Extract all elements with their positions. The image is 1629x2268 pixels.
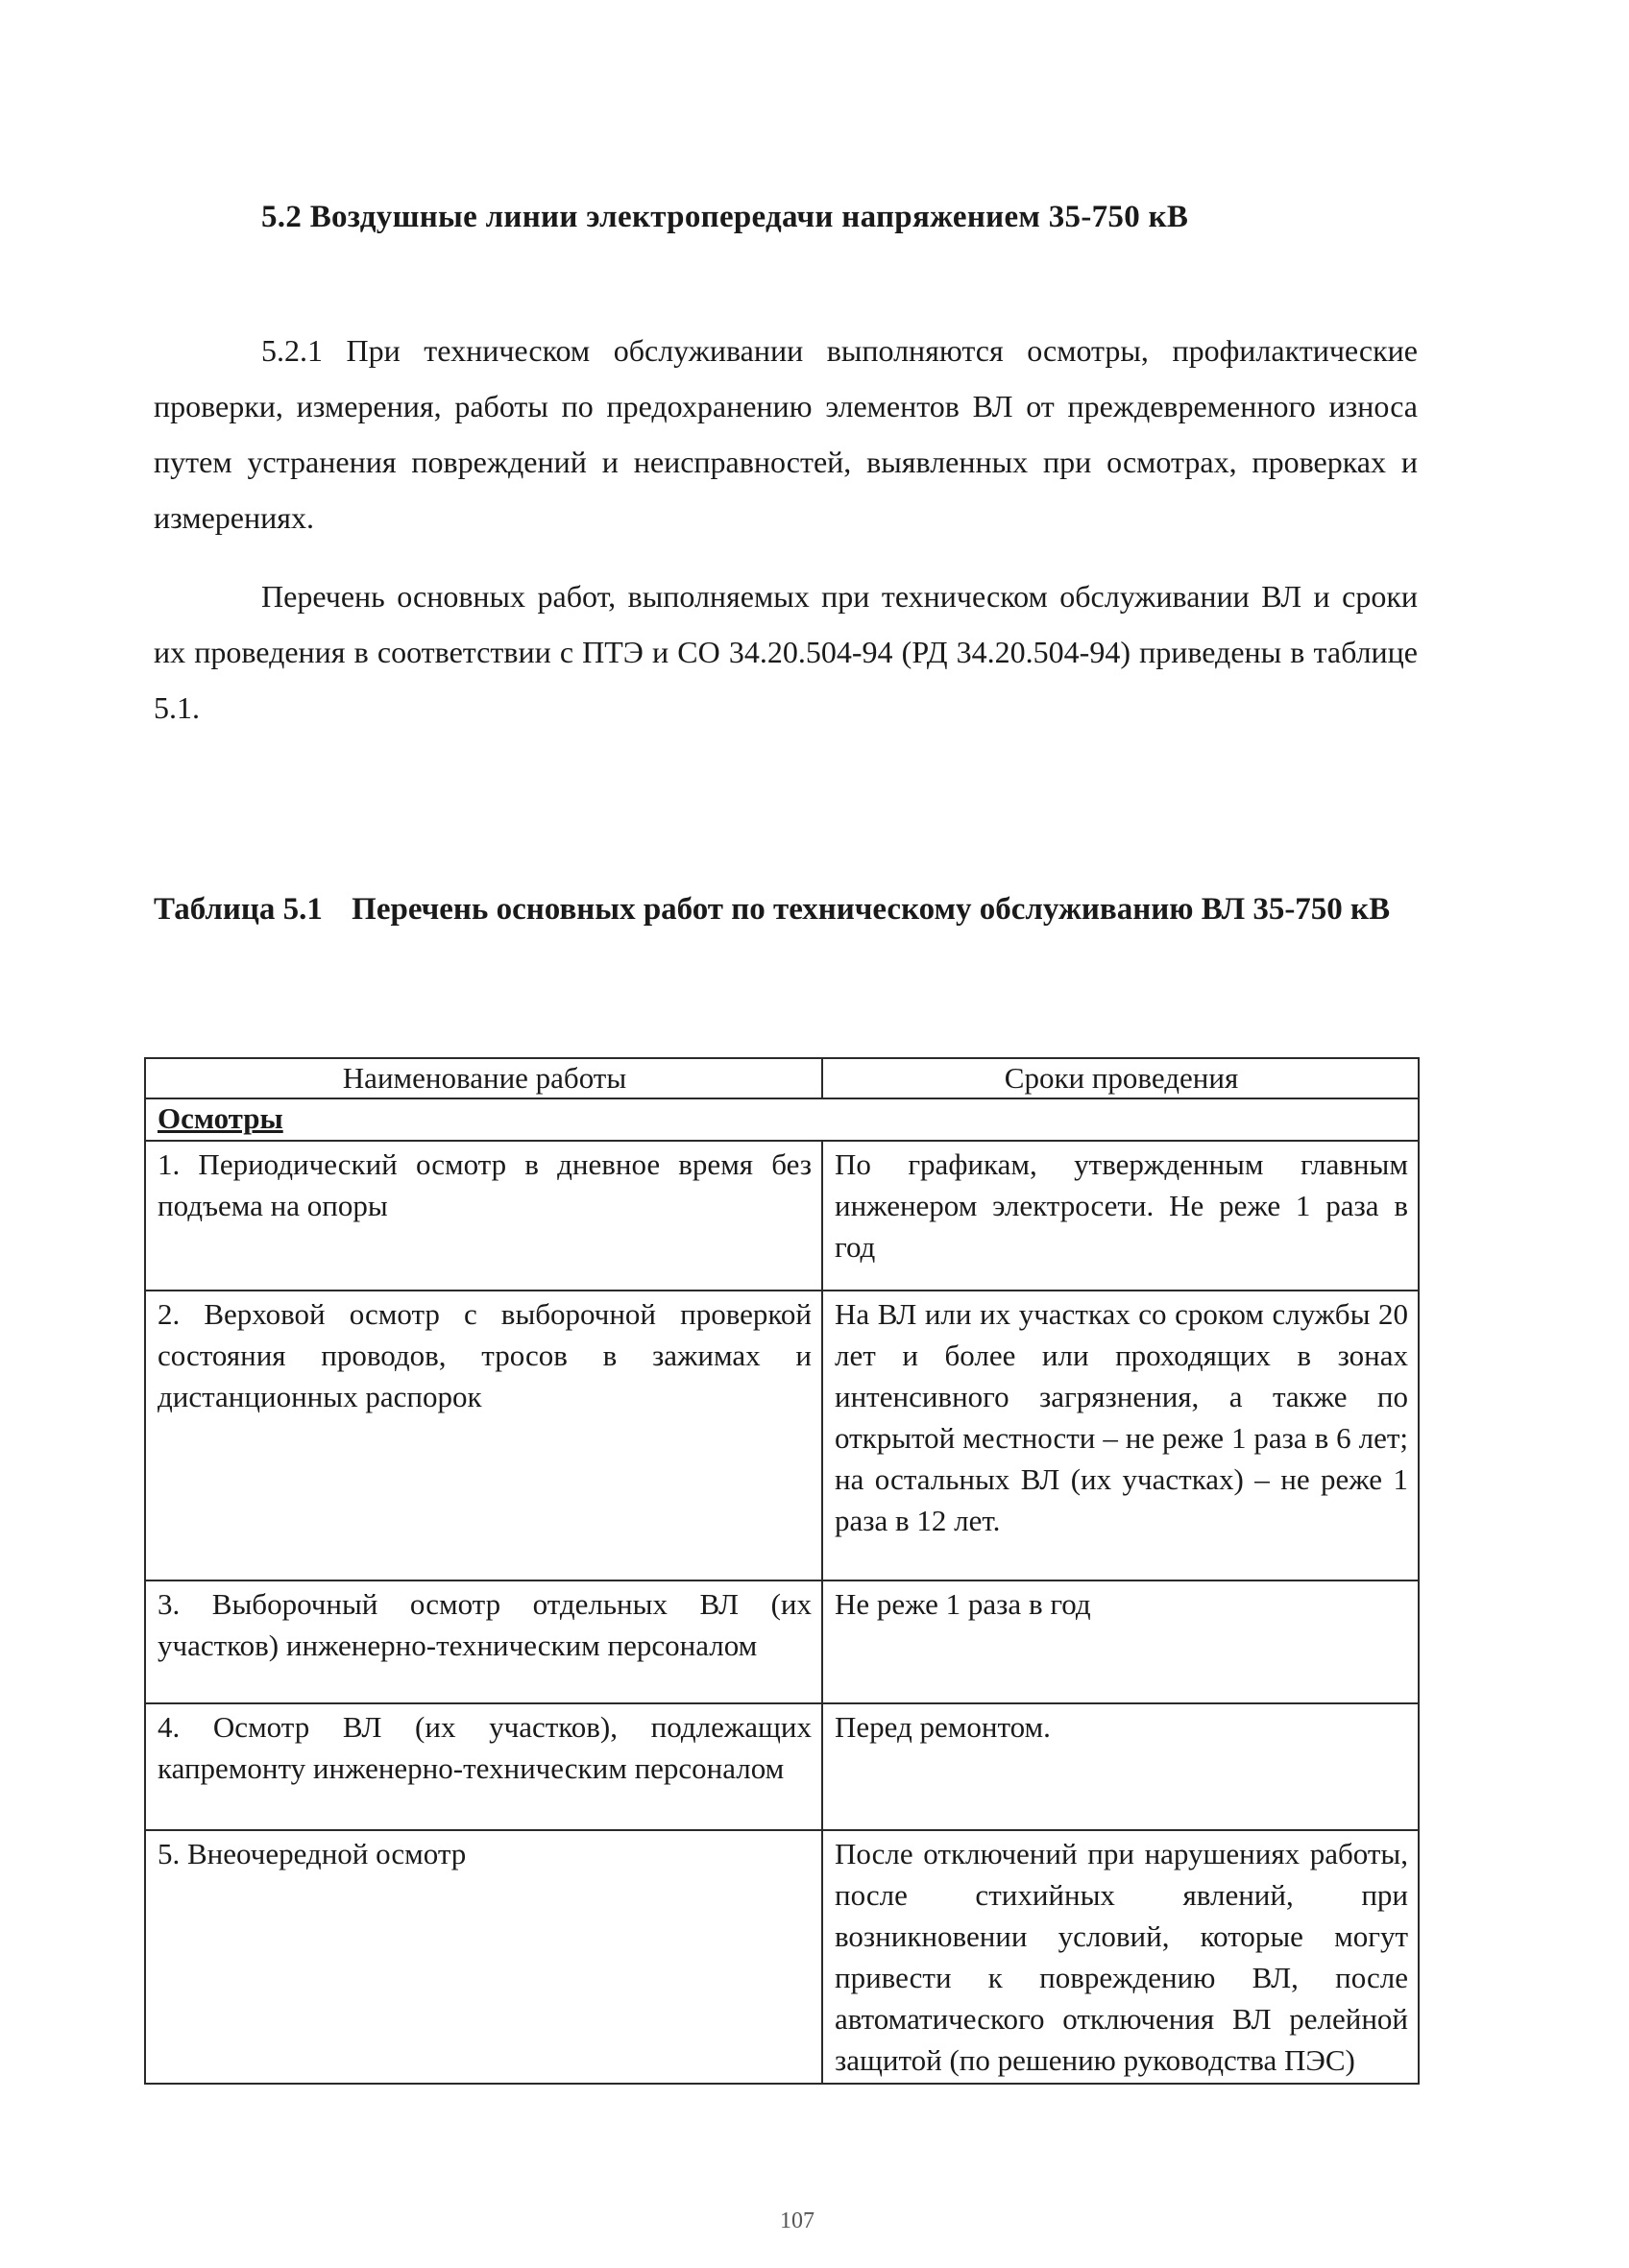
cell-work: 4. Осмотр ВЛ (их участков), подлежащих капремонту инженерно-техническим персоналом — [145, 1703, 822, 1830]
cell-work: 2. Верховой осмотр с выборочной проверкой состояния проводов, тросов в зажимах и дистанционных распорок — [145, 1291, 822, 1580]
cell-term: По графикам, утвержденным главным инженером электросети. Не реже 1 раза в год — [822, 1141, 1419, 1291]
table-row — [145, 1141, 1419, 1291]
table-row — [145, 1703, 1419, 1830]
header-terms: Сроки проведения — [822, 1058, 1419, 1098]
cell-term: На ВЛ или их участках со сроком службы 20 лет и более или проходящих в зонах интенсивного загрязнения, а также по открытой местности – не реже 1 раза в 6 лет; на остальных ВЛ (их участках) – не реже 1 раза в 12 лет. — [822, 1291, 1419, 1580]
header-work-name: Наименование работы — [145, 1058, 822, 1098]
table-row — [145, 1580, 1419, 1703]
maintenance-works-table — [144, 1057, 1420, 2085]
table-row — [145, 1291, 1419, 1580]
group-label-inspections: Осмотры — [145, 1098, 1419, 1141]
cell-work: 3. Выборочный осмотр отдельных ВЛ (их участков) инженерно-техническим персоналом — [145, 1580, 822, 1703]
paragraph-table-reference: Перечень основных работ, выполняемых при техническом обслуживании ВЛ и сроки их проведения в соответствии с ПТЭ и СО 34.20.504-94 (РД 34.20.504-94) приведены в таблице 5.1. — [154, 579, 1418, 725]
table-caption-number: Таблица 5.1 — [154, 892, 323, 927]
table-header-row — [145, 1058, 1419, 1098]
table-caption — [154, 878, 1418, 941]
table-row — [145, 1830, 1419, 2084]
paragraph-maintenance-scope: 5.2.1 При техническом обслуживании выполняются осмотры, профилактические проверки, измерения, работы по предохранению элементов ВЛ от преждевременного износа путем устранения повреждений и неисправностей, выявленных при осмотрах, проверках и измерениях. — [154, 333, 1418, 535]
page-number: 107 — [780, 2208, 814, 2233]
table-caption-title: Перечень основных работ по техническому обслуживанию ВЛ 35-750 кВ — [352, 892, 1391, 927]
table-group-row — [145, 1098, 1419, 1141]
cell-term: После отключений при нарушениях работы, после стихийных явлений, при возникновении условий, которые могут привести к повреждению ВЛ, после автоматического отключения ВЛ релейной защитой (по решению руководства ПЭС) — [822, 1830, 1419, 2084]
section-heading: 5.2 Воздушные линии электропередачи напряжением 35-750 кВ — [261, 200, 1189, 234]
cell-term: Перед ремонтом. — [822, 1703, 1419, 1830]
cell-work: 1. Периодический осмотр в дневное время без подъема на опоры — [145, 1141, 822, 1291]
cell-term: Не реже 1 раза в год — [822, 1580, 1419, 1703]
cell-work: 5. Внеочередной осмотр — [145, 1830, 822, 2084]
